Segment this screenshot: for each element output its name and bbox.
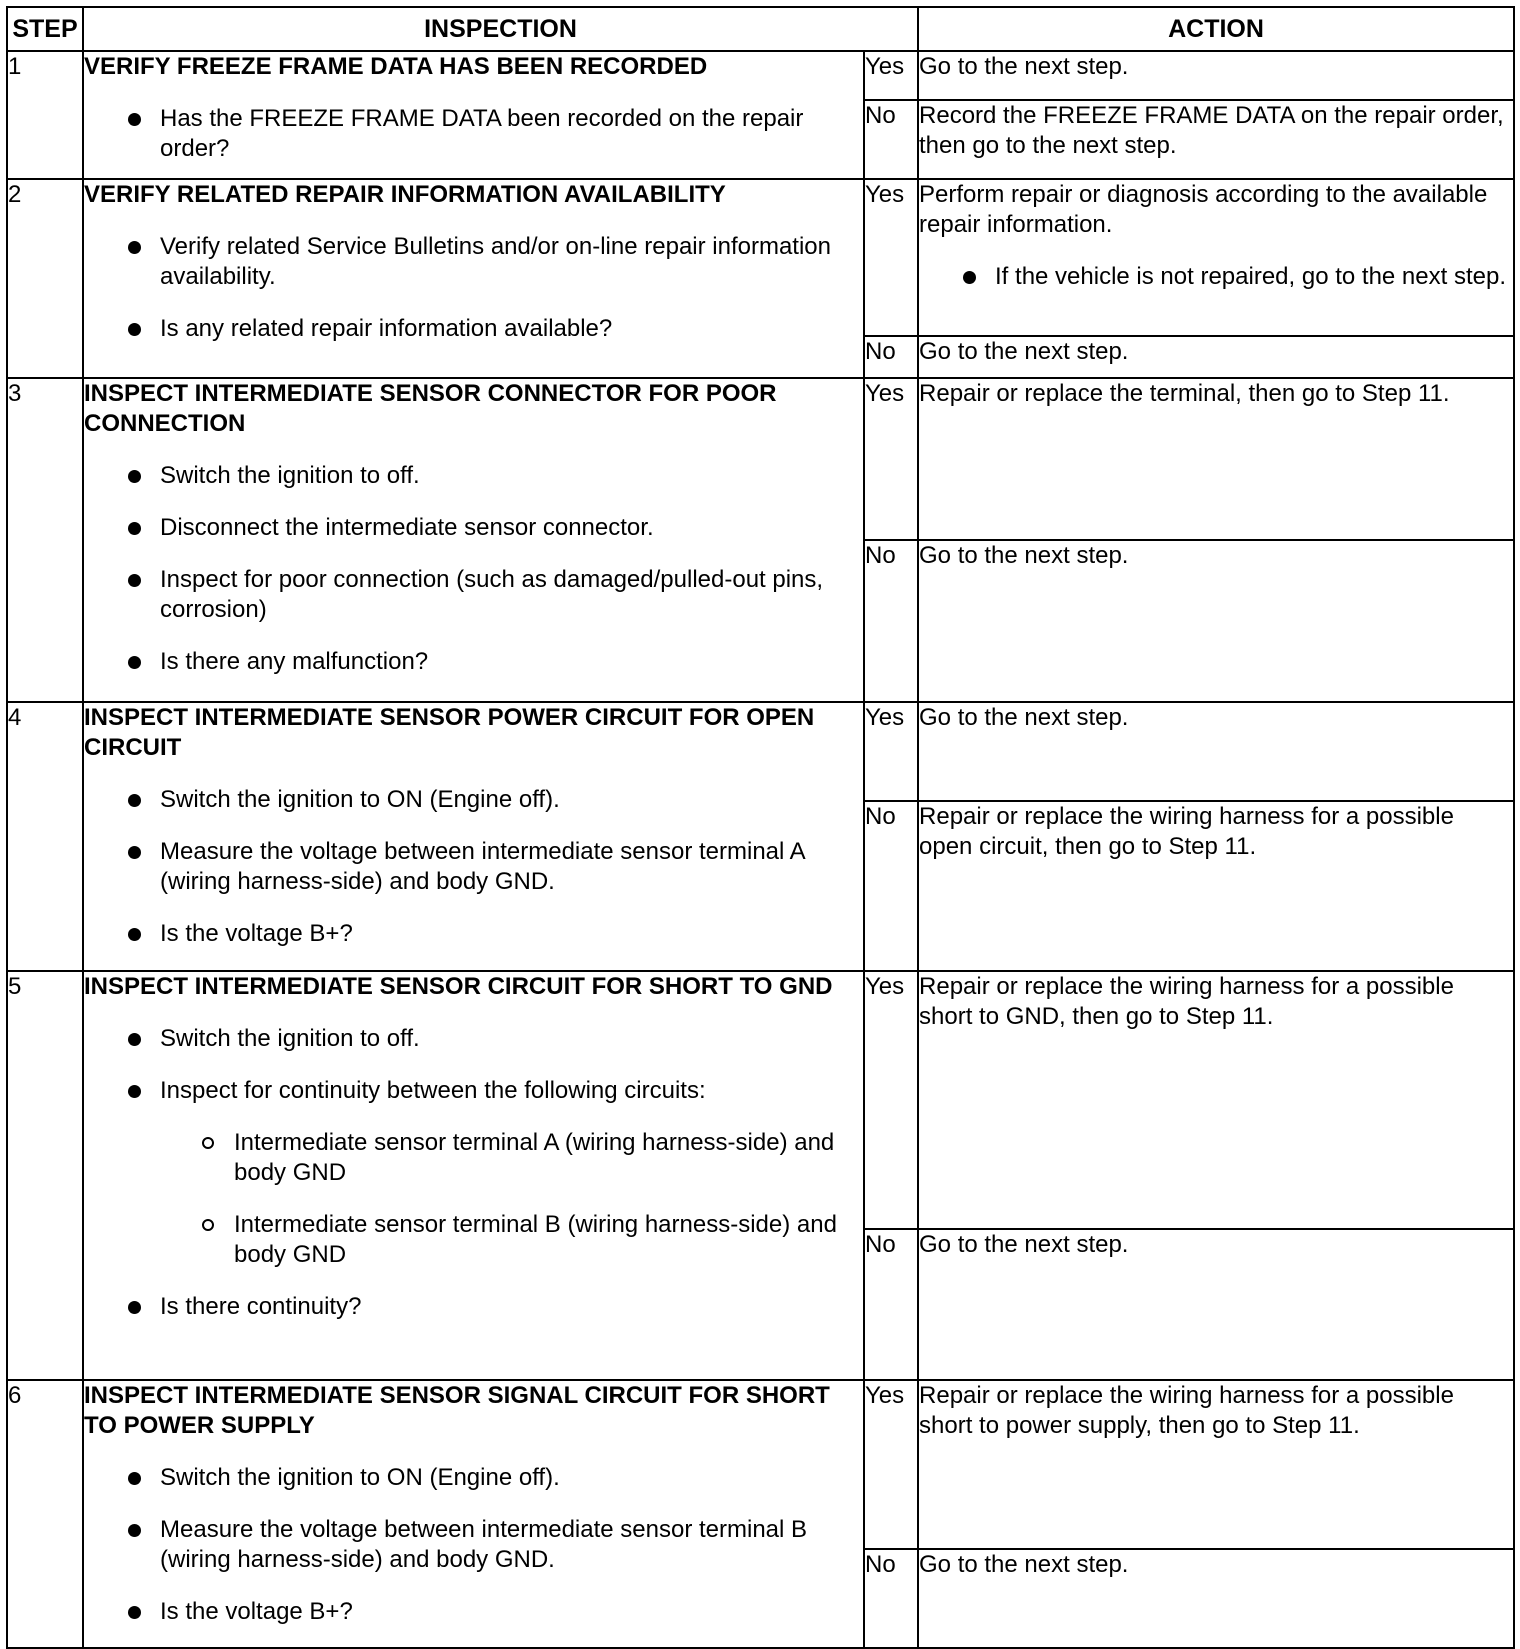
bullet-item: Measure the voltage between intermediate sensor terminal A (wiring harness-side) and body GND. bbox=[84, 837, 863, 897]
bullet-item: Verify related Service Bulletins and/or on-line repair information availability. bbox=[84, 232, 863, 292]
action-bullets bbox=[919, 262, 1513, 292]
step-number: 6 bbox=[7, 1380, 83, 1648]
inspection-bullets bbox=[84, 1024, 863, 1106]
inspection-bullets bbox=[84, 785, 863, 949]
inspection-bullets bbox=[84, 104, 863, 164]
step-4-yes-row bbox=[7, 702, 1514, 801]
no-action: Go to the next step. bbox=[918, 1549, 1514, 1648]
sub-bullet-item: Intermediate sensor terminal B (wiring harness-side) and body GND bbox=[84, 1210, 863, 1270]
bullet-item: Measure the voltage between intermediate sensor terminal B (wiring harness-side) and body GND. bbox=[84, 1515, 863, 1575]
yes-action-cell bbox=[918, 179, 1514, 336]
bullet-item: Switch the ignition to ON (Engine off). bbox=[84, 785, 863, 815]
step-2-yes-row bbox=[7, 179, 1514, 336]
inspection-sub-bullets bbox=[84, 1128, 863, 1270]
no-action: Go to the next step. bbox=[918, 540, 1514, 702]
no-action: Go to the next step. bbox=[918, 1229, 1514, 1380]
no-label: No bbox=[864, 540, 918, 702]
bullet-item: Switch the ignition to off. bbox=[84, 461, 863, 491]
inspection-bullets bbox=[84, 461, 863, 677]
bullet-item: Is any related repair information available? bbox=[84, 314, 863, 344]
inspection-title: INSPECT INTERMEDIATE SENSOR SIGNAL CIRCUIT FOR SHORT TO POWER SUPPLY bbox=[84, 1382, 830, 1439]
inspection-title: INSPECT INTERMEDIATE SENSOR CIRCUIT FOR SHORT TO GND bbox=[84, 973, 833, 1000]
no-action: Go to the next step. bbox=[918, 336, 1514, 378]
inspection-cell bbox=[83, 51, 864, 179]
yes-label: Yes bbox=[864, 51, 918, 100]
yes-label: Yes bbox=[864, 378, 918, 540]
yes-action: Repair or replace the terminal, then go to Step 11. bbox=[918, 378, 1514, 540]
table-header-row bbox=[7, 7, 1514, 51]
no-label: No bbox=[864, 100, 918, 179]
yes-label: Yes bbox=[864, 1380, 918, 1549]
step-6-yes-row bbox=[7, 1380, 1514, 1549]
yes-label: Yes bbox=[864, 971, 918, 1229]
action-bullet-item: If the vehicle is not repaired, go to the next step. bbox=[919, 262, 1513, 292]
step-number: 5 bbox=[7, 971, 83, 1380]
step-1-yes-row bbox=[7, 51, 1514, 100]
bullet-item: Inspect for continuity between the following circuits: bbox=[84, 1076, 863, 1106]
yes-label: Yes bbox=[864, 179, 918, 336]
inspection-cell bbox=[83, 179, 864, 378]
inspection-cell bbox=[83, 971, 864, 1380]
step-number: 3 bbox=[7, 378, 83, 702]
bullet-item: Is the voltage B+? bbox=[84, 1597, 863, 1627]
inspection-cell bbox=[83, 1380, 864, 1648]
yes-action: Go to the next step. bbox=[918, 702, 1514, 801]
no-action: Repair or replace the wiring harness for a possible open circuit, then go to Step 11. bbox=[918, 801, 1514, 971]
bullet-item: Is the voltage B+? bbox=[84, 919, 863, 949]
bullet-item: Switch the ignition to ON (Engine off). bbox=[84, 1463, 863, 1493]
bullet-item: Has the FREEZE FRAME DATA been recorded on the repair order? bbox=[84, 104, 863, 164]
inspection-title: INSPECT INTERMEDIATE SENSOR CONNECTOR FOR POOR CONNECTION bbox=[84, 380, 777, 437]
step-number: 1 bbox=[7, 51, 83, 179]
no-label: No bbox=[864, 1549, 918, 1648]
inspection-cell bbox=[83, 378, 864, 702]
inspection-title: VERIFY RELATED REPAIR INFORMATION AVAILABILITY bbox=[84, 181, 726, 208]
diagnostic-procedure-table bbox=[6, 6, 1515, 1649]
inspection-column-header: INSPECTION bbox=[83, 7, 918, 51]
yes-action: Repair or replace the wiring harness for a possible short to power supply, then go to Step 11. bbox=[918, 1380, 1514, 1549]
no-label: No bbox=[864, 801, 918, 971]
step-5-yes-row bbox=[7, 971, 1514, 1229]
no-label: No bbox=[864, 336, 918, 378]
no-action: Record the FREEZE FRAME DATA on the repair order, then go to the next step. bbox=[918, 100, 1514, 179]
inspection-title: INSPECT INTERMEDIATE SENSOR POWER CIRCUIT FOR OPEN CIRCUIT bbox=[84, 704, 815, 761]
bullet-item: Is there continuity? bbox=[84, 1292, 863, 1322]
step-3-yes-row bbox=[7, 378, 1514, 540]
yes-action: Perform repair or diagnosis according to the available repair information. bbox=[919, 181, 1488, 238]
inspection-bullets bbox=[84, 1463, 863, 1627]
bullet-item: Disconnect the intermediate sensor connector. bbox=[84, 513, 863, 543]
no-label: No bbox=[864, 1229, 918, 1380]
inspection-title: VERIFY FREEZE FRAME DATA HAS BEEN RECORDED bbox=[84, 53, 708, 80]
inspection-bullets bbox=[84, 1292, 863, 1322]
yes-action: Repair or replace the wiring harness for a possible short to GND, then go to Step 11. bbox=[918, 971, 1514, 1229]
step-number: 2 bbox=[7, 179, 83, 378]
bullet-item: Switch the ignition to off. bbox=[84, 1024, 863, 1054]
step-number: 4 bbox=[7, 702, 83, 971]
yes-label: Yes bbox=[864, 702, 918, 801]
sub-bullet-item: Intermediate sensor terminal A (wiring harness-side) and body GND bbox=[84, 1128, 863, 1188]
inspection-bullets bbox=[84, 232, 863, 344]
inspection-cell bbox=[83, 702, 864, 971]
action-column-header: ACTION bbox=[918, 7, 1514, 51]
yes-action: Go to the next step. bbox=[918, 51, 1514, 100]
bullet-item: Is there any malfunction? bbox=[84, 647, 863, 677]
step-column-header: STEP bbox=[7, 7, 83, 51]
bullet-item: Inspect for poor connection (such as damaged/pulled-out pins, corrosion) bbox=[84, 565, 863, 625]
